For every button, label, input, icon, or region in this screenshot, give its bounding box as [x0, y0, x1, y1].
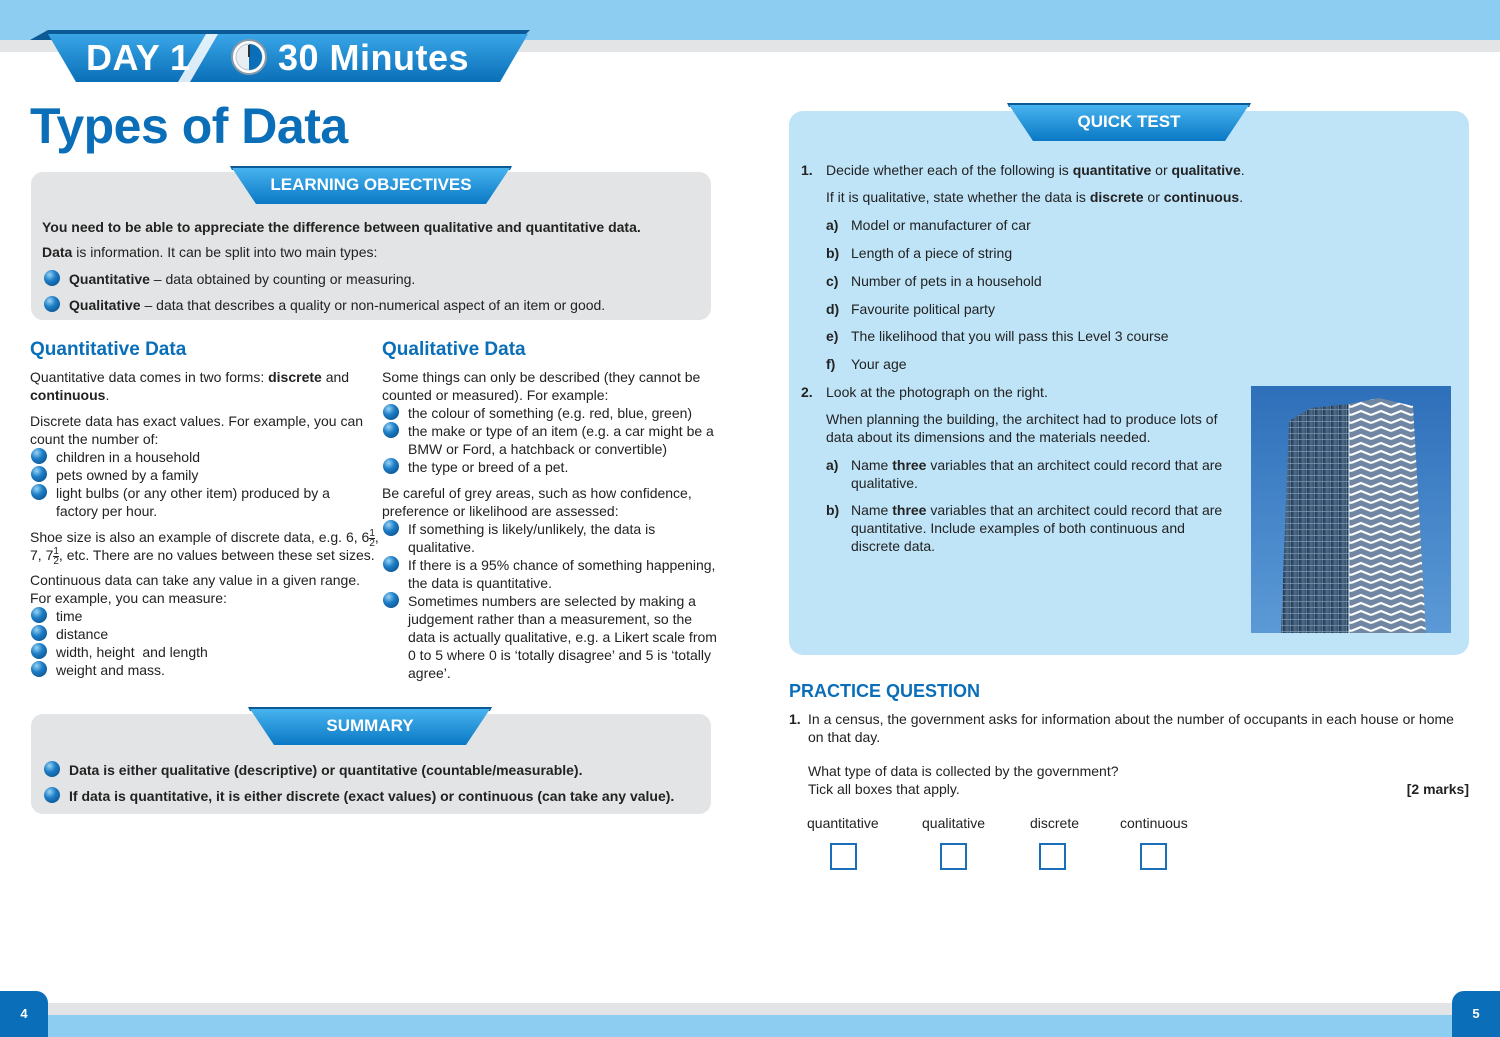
shoe-size-text: Shoe size is also an example of discrete data, e.g. 6, 6 $\frac{1}{2}$ ,: [30, 527, 379, 549]
bullet-icon: [383, 520, 399, 536]
part-text: The likelihood that you will pass this Level 3 course: [851, 328, 1169, 344]
quantitative-intro-cont: continuous.: [30, 387, 110, 403]
bullet-icon: [31, 466, 47, 482]
shoe-size-text-cont: 7, 7 $\frac{1}{2}$ , etc. There are no values between these set sizes.: [30, 545, 375, 567]
option-label-quantitative: quantitative: [807, 815, 879, 831]
continuous-text: For example, you can measure:: [30, 590, 227, 606]
count-item: pets owned by a family: [56, 467, 199, 483]
bullet-icon: [383, 592, 399, 608]
page-title: Types of Data: [30, 98, 348, 154]
part-text: Number of pets in a household: [851, 273, 1042, 289]
qualitative-heading: Qualitative Data: [382, 339, 526, 360]
checkbox-qualitative[interactable]: [940, 843, 967, 870]
part-text: Name three variables that an architect could record that are: [851, 502, 1223, 518]
bullet-icon: [44, 296, 60, 312]
summary-tab: [248, 705, 492, 747]
question-1-subtext: If it is qualitative, state whether the data is discrete or continuous.: [826, 189, 1244, 205]
checkbox-quantitative[interactable]: [830, 843, 857, 870]
objective-item: Quantitative – data obtained by counting or measuring.: [69, 271, 416, 287]
quick-test-tab: [1007, 101, 1251, 143]
example-item: the colour of something (e.g. red, blue, green): [408, 405, 693, 421]
question-1-text: Decide whether each of the following is quantitative or qualitative.: [826, 162, 1245, 178]
grey-area-item: If something is likely/unlikely, the data is: [408, 521, 656, 537]
practice-ask: What type of data is collected by the government?: [808, 763, 1119, 779]
part-text: Name three variables that an architect could record that are: [851, 457, 1223, 473]
summary-title: SUMMARY: [326, 716, 414, 735]
bullet-icon: [44, 761, 60, 777]
building-photo: [1251, 386, 1451, 633]
part-label: e): [826, 328, 839, 344]
learning-objectives-title: LEARNING OBJECTIVES: [270, 175, 472, 194]
day-banner: [30, 30, 530, 84]
part-text-cont: quantitative. Include examples of both continuous and: [851, 520, 1185, 536]
quantitative-intro: Quantitative data comes in two forms: discrete and: [30, 369, 350, 385]
grey-area-item-cont: judgement rather than a measurement, so the: [408, 611, 693, 627]
bullet-icon: [383, 556, 399, 572]
practice-heading: PRACTICE QUESTION: [789, 681, 981, 701]
part-text: Length of a piece of string: [851, 245, 1013, 261]
part-text: Model or manufacturer of car: [851, 217, 1031, 233]
question-number: 1.: [801, 162, 813, 178]
bullet-icon: [44, 787, 60, 803]
grey-area-item-cont: data is actually qualitative, e.g. a Likert scale from: [408, 629, 717, 645]
bullet-icon: [31, 625, 47, 641]
objective-item: Qualitative – data that describes a quality or non-numerical aspect of an item or good.: [69, 297, 606, 313]
grey-area-item-cont: the data is quantitative.: [408, 575, 552, 591]
bullet-icon: [383, 404, 399, 420]
question-2-text: Look at the photograph on the right.: [826, 384, 1048, 400]
practice-question-text: In a census, the government asks for information about the number of occupants in each house or home: [808, 711, 1454, 727]
question-number: 2.: [801, 384, 813, 400]
careful-text: preference or likelihood are assessed:: [382, 503, 619, 519]
data-definition: Data is information. It can be split into two main types:: [42, 244, 378, 260]
practice-question-text: on that day.: [808, 729, 881, 745]
example-item: the make or type of an item (e.g. a car might be a: [408, 423, 714, 439]
bullet-icon: [44, 270, 60, 286]
count-item: children in a household: [56, 449, 200, 465]
part-label: b): [826, 245, 840, 261]
bullet-icon: [383, 458, 399, 474]
objective-intro: You need to be able to appreciate the difference between qualitative and quantitative data.: [42, 219, 641, 235]
page-number-right: 5: [1452, 991, 1500, 1037]
checkbox-continuous[interactable]: [1140, 843, 1167, 870]
checkbox-discrete[interactable]: [1039, 843, 1066, 870]
learning-objectives-tab: [230, 164, 512, 206]
bottom-color-band: [0, 1015, 1500, 1037]
example-item: the type or breed of a pet.: [408, 459, 569, 475]
page-number-left: 4: [0, 991, 48, 1037]
measure-item: width, height and length: [56, 644, 208, 660]
discrete-text: count the number of:: [30, 431, 159, 447]
grey-area-item-cont: 0 to 5 where 0 is ‘totally disagree’ and 5 is ‘totally: [408, 647, 711, 663]
part-text-cont: qualitative.: [851, 475, 918, 491]
bullet-icon: [31, 643, 47, 659]
summary-item: If data is quantitative, it is either discrete (exact values) or continuous (can take any value).: [69, 788, 675, 804]
summary-item: Data is either qualitative (descriptive) or quantitative (countable/measurable).: [69, 762, 583, 778]
bullet-icon: [31, 448, 47, 464]
bullet-icon: [31, 661, 47, 677]
question-2-body: data about its dimensions and the materials needed.: [826, 429, 1151, 445]
discrete-text: Discrete data has exact values. For example, you can: [30, 413, 364, 429]
measure-item: time: [56, 608, 83, 624]
bullet-icon: [383, 422, 399, 438]
part-text-cont: discrete data.: [851, 538, 936, 554]
count-item-cont: factory per hour.: [56, 503, 158, 519]
part-label: d): [826, 301, 840, 317]
bottom-grey-strip: [0, 1003, 1500, 1015]
bullet-icon: [31, 607, 47, 623]
grey-area-item-cont: agree’.: [408, 665, 451, 681]
part-label: c): [826, 273, 839, 289]
bullet-icon: [31, 484, 47, 500]
careful-text: Be careful of grey areas, such as how confidence,: [382, 485, 692, 501]
practice-ask: Tick all boxes that apply.: [808, 781, 960, 797]
part-text: Favourite political party: [851, 301, 995, 317]
qualitative-intro: Some things can only be described (they cannot be: [382, 369, 701, 385]
grey-area-item-cont: qualitative.: [408, 539, 475, 555]
part-label: a): [826, 457, 839, 473]
option-label-discrete: discrete: [1030, 815, 1080, 831]
example-item-cont: BMW or Ford, a hatchback or convertible): [408, 441, 668, 457]
part-label: a): [826, 217, 839, 233]
count-item: light bulbs (or any other item) produced by a: [56, 485, 330, 501]
clock-icon: [230, 38, 268, 76]
duration-label: 30 Minutes: [278, 37, 470, 78]
qualitative-intro: counted or measured). For example:: [382, 387, 609, 403]
grey-area-item: Sometimes numbers are selected by making a: [408, 593, 696, 609]
measure-item: weight and mass.: [56, 662, 165, 678]
option-label-qualitative: qualitative: [922, 815, 986, 831]
question-number: 1.: [789, 711, 801, 727]
part-label: f): [826, 356, 836, 372]
marks-label: [2 marks]: [1406, 781, 1469, 797]
quantitative-heading: Quantitative Data: [30, 339, 187, 360]
measure-item: distance: [56, 626, 109, 642]
grey-area-item: If there is a 95% chance of something happening,: [408, 557, 716, 573]
option-label-continuous: continuous: [1120, 815, 1188, 831]
continuous-text: Continuous data can take any value in a given range.: [30, 572, 361, 588]
quick-test-title: QUICK TEST: [1077, 112, 1181, 131]
day-label: DAY 1: [86, 37, 191, 78]
part-label: b): [826, 502, 840, 518]
part-text: Your age: [851, 356, 907, 372]
question-2-body: When planning the building, the architect had to produce lots of: [826, 411, 1218, 427]
